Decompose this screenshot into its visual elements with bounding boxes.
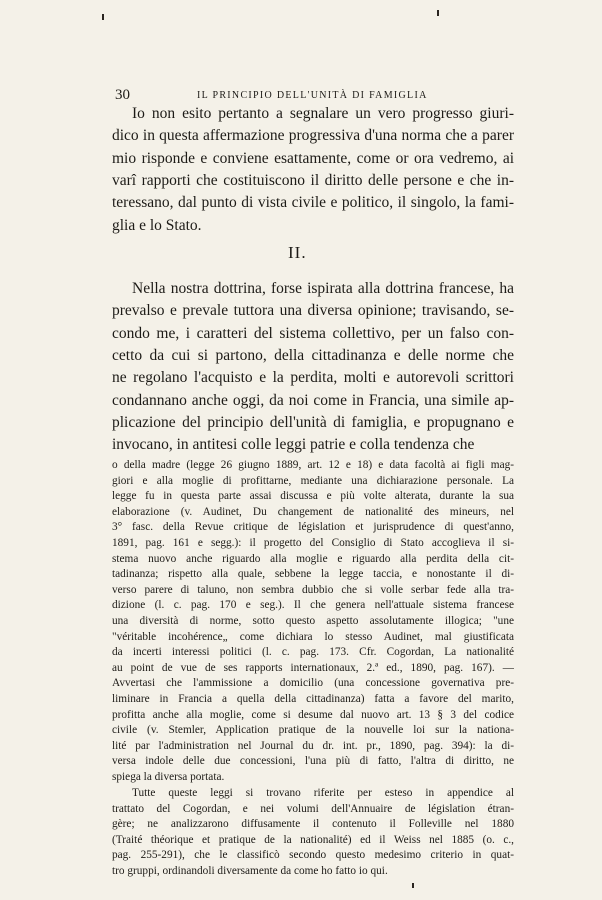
text-line: da incerti interessi politici (l. c. pag. 173. Cfr. Cogordan, La nationalité [112,646,514,659]
text-line: prevalso e prevale tuttora una diversa opinione; travisando, se- [112,302,514,320]
text-line: "véritable incohérence„ come dichiara lo stesso Audinet, mal giustificata [112,630,514,643]
text-line: plicazione del principio dell'unità di famiglia, e propugnano e [112,413,514,431]
text-line: spiega la diversa portata. [112,771,225,783]
text-line: cetto da cui si partono, della cittadinanza e delle norme che [112,346,514,364]
text-line: Io non esito pertanto a segnalare un vero progresso giuri- [132,105,514,122]
text-line: liminare in Francia a quella della cittadinanza) fatta a favore del marito, [112,693,514,705]
text-line: ne regolano l'acquisto e la perdita, molti e autorevoli scrittori [112,369,514,387]
text-line: varî rapporti che costituiscono il diritto delle persone e che in- [112,171,514,189]
text-line: tadinanza; rispetto alla quale, sebbene la legge taccia, e nonostante il di- [112,568,514,581]
text-line: gère; ne analizzarono diffusamente il contenuto il Folleville nel 1880 [112,818,514,831]
text-line: elaborazione (v. Audinet, Du changement de nationalité des mineurs, nel [112,505,514,518]
text-line: verso parere di taluno, non sembra dubbio che si volle serbar fede alla tra- [112,583,514,596]
text-line: stema nuovo anche riguardo alla moglie e riguardo alla perdita della cit- [112,552,514,565]
text-line: au point de vue de ses rapports internationaux, 2.ª ed., 1890, pag. 167). — [112,661,514,674]
text-line: condo me, i caratteri del sistema collettivo, per un falso con- [112,324,514,342]
text-line: Tutte queste leggi si trovano riferite per esteso in appendice al [132,787,514,799]
text-line: tro gruppi, ordinandoli diversamente da come ho fatto io qui. [112,865,388,877]
text-line: invocano, in antitesi colle leggi patrie e colla tendenza che [112,436,475,454]
text-line: o della madre (legge 26 giugno 1889, art. 12 e 18) e data facoltà ai figli mag- [112,459,514,471]
text-line: pag. 255-291), che le classificò secondo questo medesimo criterio in quat- [112,849,514,862]
text-line: 3° fasc. della Revue critique de législation et jurisprudence di quest'anno, [112,521,514,534]
text-line: profitta anche alla moglie, come si desume dal nuovo art. 13 § 3 del codice [112,708,514,721]
text-line: 1891, pag. 161 e segg.): il progetto del Consiglio di Stato accoglieva il si- [112,537,514,549]
text-line: legge fu in questa parte assai discussa e più volte alterata, durante la sua [112,490,514,503]
text-line: giori e alla moglie di profittarne, mediante una dichiarazione personale. La [112,474,514,487]
text-line: dizione (l. c. pag. 170 e seg.). Il che genera nell'attuale sistema francese [112,599,514,612]
text-line: lité par l'administration nel Journal du dr. int. pr., 1890, pag. 394): la di- [112,739,514,752]
text-line: teressano, dal punto di vista civile e politico, il singolo, la fami- [112,194,514,212]
text-line: versa indole delle due concessioni, l'una più di fatto, l'altra di diritto, ne [112,755,514,768]
text-line: mio risponde e conviene esattamente, come or ora vedremo, ai [112,149,514,167]
running-title: IL PRINCIPIO DELL'UNITÀ DI FAMIGLIA [197,90,428,101]
section-heading: II. [288,243,307,262]
running-head [115,87,515,105]
text-line: una diversità di norme, sotto questo aspetto assolutamente illogica; "une [112,615,514,627]
text-line: civile (v. Stemler, Application pratique de la nouvelle loi sur la nationa- [112,724,514,737]
text-line: Nella nostra dottrina, forse ispirata alla dottrina francese, ha [132,280,514,297]
printer-mark-top-right [437,10,439,16]
text-line: dico in questa affermazione progressiva d'una norma che a parer [112,127,514,145]
printer-mark-top [102,14,104,20]
printer-mark-bottom [412,883,414,888]
text-line: (Traité théorique et pratique de la nationalité) ed il Weiss nel 1885 (o. c., [112,833,514,846]
text-line: trattato del Cogordan, e nei volumi dell'Annuaire de législation étran- [112,802,514,815]
text-line: Avvertasi che l'ammissione a domicilio (una concessione governativa pre- [112,677,514,690]
page-number: 30 [115,87,130,103]
text-line: glia e lo Stato. [112,216,202,234]
text-line: condannano anche oggi, da noi come in Francia, una simile ap- [112,391,514,409]
